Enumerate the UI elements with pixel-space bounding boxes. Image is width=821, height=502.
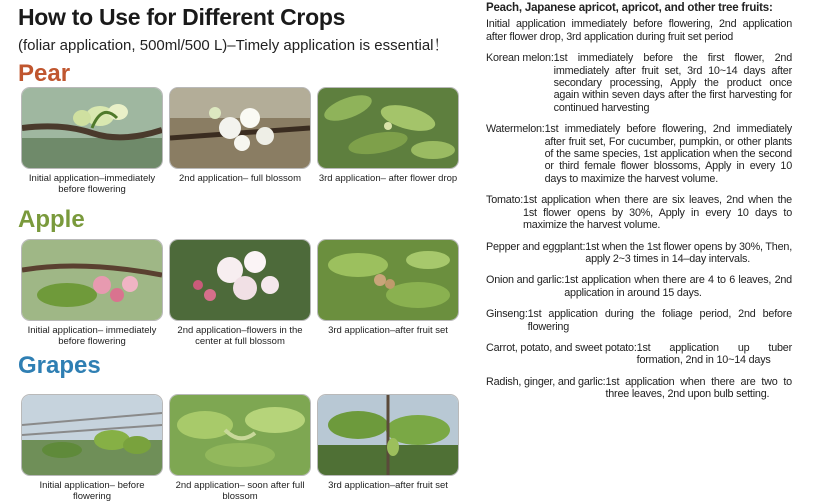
- apple-photo-3: [318, 240, 458, 336]
- grapes-vineyard-image: [22, 395, 162, 475]
- entry-label: Pepper and eggplant:: [486, 240, 586, 253]
- grapes-fruitset-image: [318, 395, 458, 475]
- entry-text: 1st application when there are 4 to 6 leaves, 2nd application in around 15 days.: [564, 274, 792, 299]
- grapes-blossom-image: [170, 395, 310, 475]
- entry-text: 1st application when there are two to three leaves, 2nd upon bulb setting.: [605, 375, 792, 401]
- entry-label: Radish, ginger, and garlic:: [486, 375, 606, 388]
- tree-fruits-text: Initial application immediately before flowering, 2nd application after flower drop, 3rd application during fruit set period: [486, 18, 792, 43]
- pear-photo-2: [170, 88, 310, 184]
- apple-photo-1: [22, 240, 162, 347]
- entry-tomato: [486, 194, 792, 231]
- entry-label: Ginseng:: [486, 308, 528, 321]
- entry-text: 1st application up tuber formation, 2nd in 10~14 days: [636, 341, 792, 367]
- pear-caption-1: Initial application–immediately before flowering: [28, 173, 156, 195]
- apple-caption-2: 2nd application–flowers in the center at full blossom: [177, 325, 303, 347]
- entry-text: 1st application during the foliage period, 2nd before flowering: [527, 308, 792, 333]
- entry-onion-garlic: [486, 274, 792, 299]
- crop-title-grapes: Grapes: [18, 352, 101, 379]
- entry-label: Carrot, potato, and sweet potato:: [486, 341, 637, 354]
- grapes-caption-3: 3rd application–after fruit set: [328, 480, 448, 491]
- entry-korean-melon: [486, 52, 792, 114]
- pear-photo-3: [318, 88, 458, 184]
- page-title: How to Use for Different Crops: [18, 4, 346, 30]
- entry-ginseng: [486, 308, 792, 333]
- page-subtitle: (foliar application, 500ml/500 L)–Timely application is essential！: [18, 37, 449, 54]
- grapes-caption-2: 2nd application– soon after full blossom: [175, 480, 305, 502]
- pear-blossom-image: [170, 88, 310, 168]
- apple-fruitset-image: [318, 240, 458, 320]
- apple-caption-3: 3rd application–after fruit set: [328, 325, 448, 336]
- pear-photo-1: [22, 88, 162, 195]
- crop-title-pear: Pear: [18, 60, 71, 87]
- grapes-photo-3: [318, 395, 458, 491]
- crop-title-apple: Apple: [18, 206, 85, 233]
- entry-radish-ginger: [486, 376, 792, 401]
- apple-blossom-image: [170, 240, 310, 320]
- entry-label: Onion and garlic:: [486, 274, 565, 287]
- tree-fruits-heading: Peach, Japanese apricot, apricot, and other tree fruits:: [486, 2, 773, 14]
- pear-caption-3: 3rd application– after flower drop: [318, 173, 458, 184]
- apple-photo-2: [170, 240, 310, 347]
- right-column: [486, 2, 792, 410]
- pear-leaves-image: [318, 88, 458, 168]
- entry-text: 1st immediately before flowering, 2nd immediately after fruit set, For cucumber, pumpkin, or other plants of the same species, 1st application when the second or third female flower blossoms, Apply in every 10 days to maximize the harvest volume.: [544, 123, 792, 185]
- pear-bud-image: [22, 88, 162, 168]
- entry-label: Tomato:: [486, 194, 524, 207]
- entry-pepper-eggplant: [486, 241, 792, 266]
- pear-caption-2: 2nd application– full blossom: [179, 173, 301, 184]
- entry-label: Korean melon:: [486, 52, 554, 65]
- entry-carrot-potato: [486, 342, 792, 367]
- apple-caption-1: Initial application– immediately before flowering: [27, 325, 157, 347]
- entry-text: 1st immediately before the first flower, 2nd immediately after fruit set, 3rd 10~14 days after secondary processing, Apply the product once again within seven days after the first harvesting for continued harvesting: [553, 52, 792, 114]
- entry-watermelon: [486, 123, 792, 185]
- entry-label: Watermelon:: [486, 123, 545, 136]
- grapes-caption-1: Initial application– before flowering: [39, 480, 145, 502]
- apple-bud-image: [22, 240, 162, 320]
- grapes-photo-1: [22, 395, 162, 502]
- entry-text: 1st application when there are six leaves, 2nd when the 1st flower opens by 30%, Apply in every 10 days to maximize the harvest volume.: [523, 194, 792, 232]
- grapes-photo-2: [170, 395, 310, 502]
- entry-text: 1st when the 1st flower opens by 30%, Then, apply 2~3 times in 14–day intervals.: [585, 240, 792, 265]
